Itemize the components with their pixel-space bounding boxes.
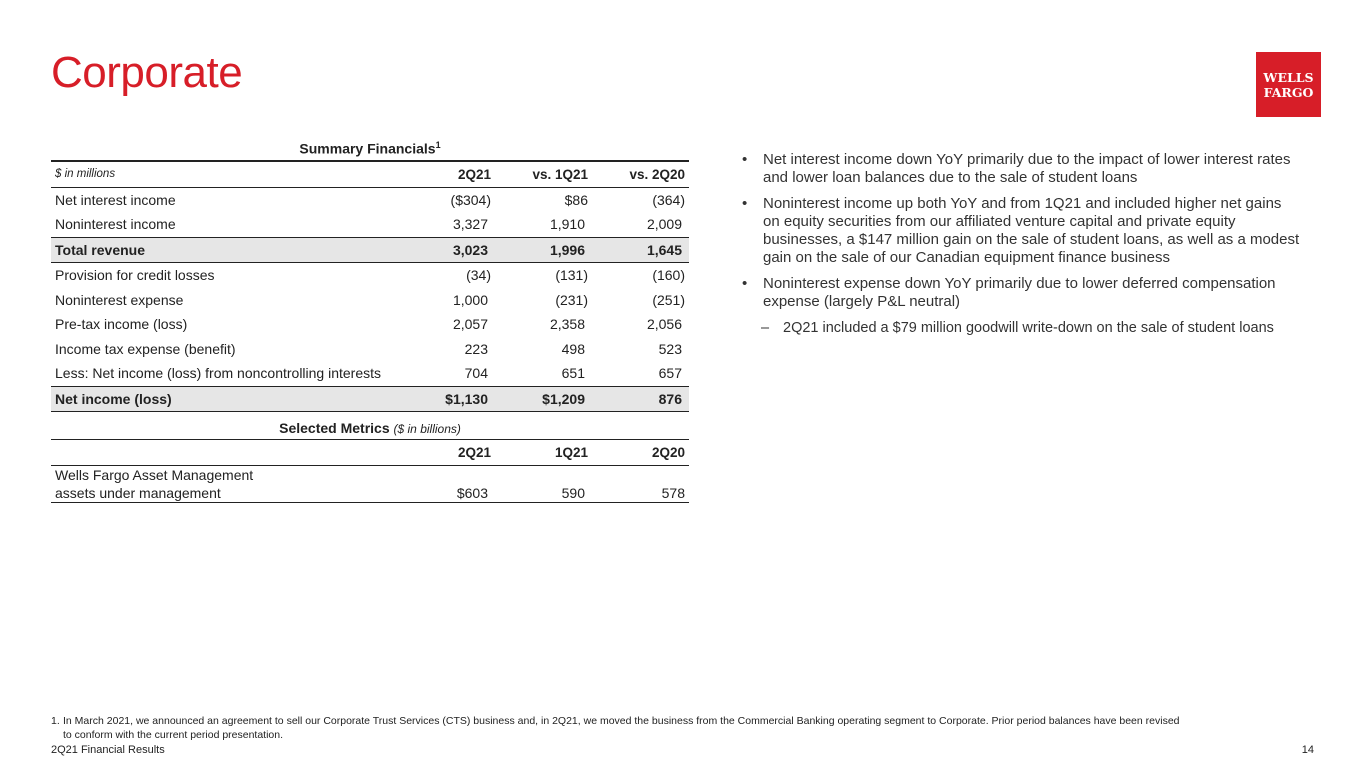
row-label: Net interest income (55, 191, 176, 208)
cell-value: (251) (652, 291, 685, 308)
cell-value: 1,000 (452, 291, 488, 308)
cell-value: ($304) (450, 191, 491, 208)
row-label: Provision for credit losses (55, 267, 215, 284)
row-label: Pre-tax income (loss) (55, 316, 188, 333)
metrics-caption (51, 420, 689, 436)
column-header: vs. 2Q20 (592, 161, 689, 187)
table-row (51, 288, 689, 313)
cell-value: $86 (564, 191, 588, 208)
cell-value: 590 (495, 465, 592, 502)
unit-label: $ in millions (51, 161, 398, 187)
table-row (51, 361, 689, 386)
cell-value: 1,996 (495, 237, 592, 263)
sub-bullet-item: – 2Q21 included a $79 million goodwill write-down on the sale of student loans (742, 319, 1302, 337)
footnote-marker: 1 (435, 140, 441, 150)
cell-value: (160) (652, 267, 685, 284)
commentary-bullets (742, 151, 1302, 345)
row-label: Income tax expense (benefit) (55, 340, 236, 357)
bullet-item: • Noninterest expense down YoY primarily due to lower deferred compensation expense (largely P&L neutral) (742, 275, 1302, 311)
bullet-item: • Noninterest income up both YoY and from 1Q21 and included higher net gains on equity securities from our affiliated venture capital and private equity businesses, a $147 million gain on the sale of student loans, as well as a modest gain on the sale of our Canadian equipment finance business (742, 195, 1302, 267)
footnote-line-2: to conform with the current period presentation. (63, 729, 284, 741)
cell-value: 2,056 (646, 316, 682, 333)
cell-value: 498 (561, 340, 585, 357)
logo-line-1: WELLS (1263, 69, 1314, 85)
wells-fargo-logo (1256, 52, 1321, 117)
cell-value: 657 (658, 365, 682, 382)
cell-value: (131) (555, 267, 588, 284)
column-header: 2Q20 (592, 440, 689, 466)
cell-value: $603 (398, 465, 495, 502)
table-row-net-income (51, 386, 689, 412)
logo-line-2: FARGO (1263, 84, 1314, 100)
summary-caption (51, 140, 689, 157)
cell-value: 578 (592, 465, 689, 502)
cell-value: 523 (658, 340, 682, 357)
cell-value: (34) (466, 267, 491, 284)
table-row-total-revenue (51, 237, 689, 263)
cell-value: 3,023 (398, 237, 495, 263)
row-label: Noninterest income (55, 216, 176, 233)
cell-value: 1,910 (549, 216, 585, 233)
cell-value: (364) (652, 191, 685, 208)
table-row (51, 465, 689, 502)
cell-value: 2,358 (549, 316, 585, 333)
metrics-header-row (51, 440, 689, 466)
bullet-item: • Net interest income down YoY primarily due to the impact of lower interest rates and lower loan balances due to the sale of student loans (742, 151, 1302, 187)
column-header: 1Q21 (495, 440, 592, 466)
selected-metrics-table (51, 439, 689, 503)
row-label: Less: Net income (loss) from noncontrolling interests (55, 365, 382, 382)
page-number: 14 (1301, 744, 1314, 756)
column-header: 2Q21 (398, 440, 495, 466)
row-label: Noninterest expense (55, 291, 184, 308)
metrics-caption-text: Selected Metrics (279, 420, 390, 436)
row-label: Total revenue (51, 237, 398, 263)
table-row (51, 337, 689, 362)
cell-value: 223 (464, 340, 488, 357)
cell-value: (231) (555, 291, 588, 308)
summary-financials-table (51, 160, 689, 412)
column-header: vs. 1Q21 (495, 161, 592, 187)
row-label: Net income (loss) (51, 386, 398, 412)
cell-value: 651 (561, 365, 585, 382)
empty-header (51, 440, 398, 466)
row-label: Wells Fargo Asset Management assets under management (51, 465, 398, 502)
metrics-caption-unit: ($ in billions) (393, 422, 461, 436)
footnote-number: 1. (51, 715, 60, 727)
table-row (51, 312, 689, 337)
cell-value: 1,645 (592, 237, 689, 263)
footnote-line-1: In March 2021, we announced an agreement to sell our Corporate Trust Services (CTS) business and, in 2Q21, we moved the business from the Commercial Banking operating segment to Corporate. Prior period balances have been revised (63, 715, 1180, 727)
cell-value: $1,209 (495, 386, 592, 412)
cell-value: 876 (592, 386, 689, 412)
page-title: Corporate (51, 48, 243, 97)
table-row (51, 263, 689, 288)
footer-report-title: 2Q21 Financial Results (51, 744, 165, 756)
column-header: 2Q21 (398, 161, 495, 187)
table-row (51, 212, 689, 237)
cell-value: 2,009 (646, 216, 682, 233)
table-row (51, 187, 689, 212)
cell-value: 704 (464, 365, 488, 382)
summary-header-row (51, 161, 689, 187)
cell-value: 2,057 (452, 316, 488, 333)
cell-value: 3,327 (452, 216, 488, 233)
footnote (51, 714, 1271, 742)
summary-caption-text: Summary Financials (299, 140, 436, 157)
cell-value: $1,130 (398, 386, 495, 412)
